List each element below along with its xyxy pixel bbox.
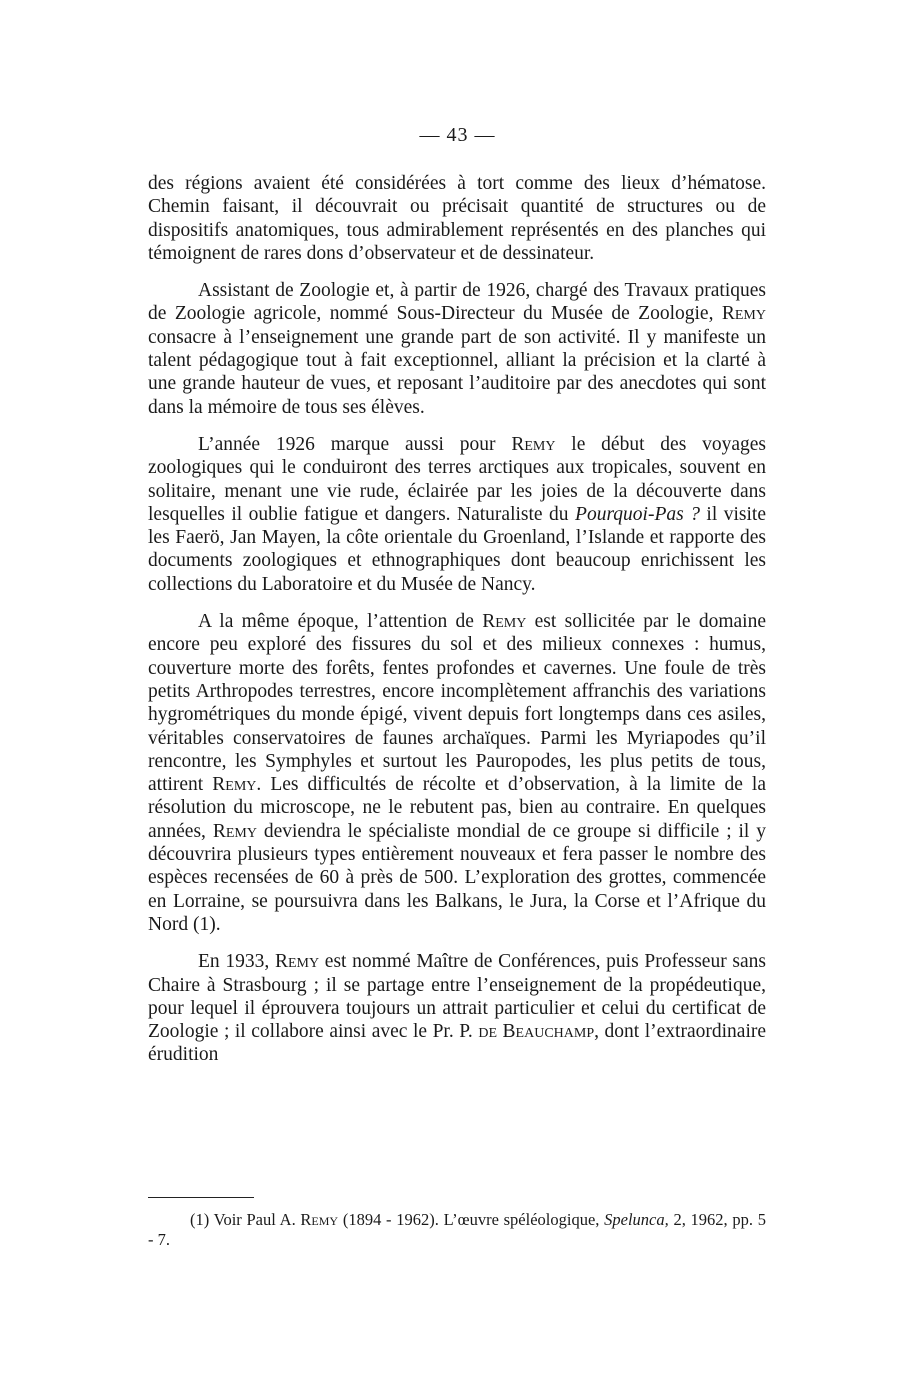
footnote (148, 1210, 766, 1250)
footnote-divider (148, 1197, 254, 1198)
text-run: deviendra le spécialiste mondial de ce groupe si difficile ; il y découvrira plusieurs types entièrement nouveaux et fera passer le nombre des espèces recensées de 60 à près de 500. L’exploration des grottes, commencée en Lorraine, se poursuivra dans les Balkans, le Jura, la Corse et l’Afrique du Nord (1). (148, 820, 766, 935)
text-run: Assistant de Zoologie et, à partir de 1926, chargé des Travaux pratiques de Zoologie agricole, nommé Sous-Directeur du Musée de Zoologie, (148, 280, 766, 325)
text-run: 2, 1962, pp. 5 - 7. (148, 1210, 767, 1249)
ship-name: Pourquoi-Pas ? (575, 503, 700, 525)
paragraph (148, 610, 766, 936)
author-name: Remy (274, 951, 320, 973)
text-run: est sollicitée par le domaine encore peu exploré des fissures du sol et des milieux connexes : humus, couverture morte des forêts, fentes profondes et cavernes. Une foule de très petits Arthropodes terrestres, encore incomplètement affranchis des variations hygrométriques du monde épigé, vivent depuis fort longtemps dans ces asiles, véritables conservatoires de faunes archaïques. Parmi les Myriapodes qu’il rencontre, les Symphyles et surtout les Pauropodes, les plus petits de tous, attirent (148, 611, 767, 796)
text-run: il visite les Faerö, Jan Mayen, la côte orientale du Groenland, l’Islande et rapporte des documents zoologiques et ethnographiques dont beaucoup enrichissent les collections du Laboratoire et du Musée de Nancy. (148, 503, 766, 595)
author-name: Remy (212, 774, 257, 796)
author-name: Remy (511, 433, 556, 455)
text-run: (1) Voir Paul A. (190, 1210, 301, 1229)
text-run: A la même époque, l’attention de (198, 611, 483, 633)
paragraph (148, 279, 766, 419)
journal-name: Spelunca, (604, 1210, 669, 1229)
paragraph (148, 950, 766, 1066)
colleague-name: de Beauchamp (478, 1021, 595, 1043)
text-run: est nommé Maître de Conférences, puis Professeur sans Chaire à Strasbourg ; il se partage entre l’enseignement de la propédeutique, pour lequel il éprouvera toujours un attrait particulier et celui du certificat de Zoologie ; il collabore ainsi avec le Pr. P. (148, 951, 766, 1043)
text-run: des régions avaient été considérées à tort comme des lieux d’hématose. Chemin faisant, il découvrait ou précisait quantité de structures ou de dispositifs anatomiques, tous admirablement représentés en des planches qui témoignent de rares dons d’observateur et de dessinateur. (148, 173, 766, 264)
text-run: , dont l’extraordinaire érudition (148, 1021, 767, 1066)
text-run: L’année 1926 marque aussi pour (198, 433, 512, 455)
text-run: . Les difficultés de récolte et d’observation, à la limite de la résolution du microscope, ne le rebutent pas, bien au contraire. En quelques années, (148, 774, 766, 842)
body-text (148, 172, 766, 1081)
text-run: consacre à l’enseignement une grande part de son activité. Il y manifeste un talent pédagogique tout à fait exceptionnel, alliant la précision et la clarté à une grande hauteur de vues, et reposant l’auditoire par des anecdotes qui sont dans la mémoire de tous ses élèves. (148, 326, 766, 418)
author-name: Remy (482, 611, 527, 633)
text-run: (1894 - 1962). L’œuvre spéléologique, (338, 1210, 605, 1229)
paragraph (148, 172, 766, 265)
author-name: Remy (300, 1210, 339, 1229)
paragraph (148, 433, 766, 596)
text-run: le début des voyages zoologiques qui le conduiront des terres arctiques aux tropicales, souvent en solitaire, menant une vie rude, éclairée par les joies de la découverte dans lesquelles il oublie fatigue et dangers. Naturaliste du (148, 433, 766, 525)
author-name: Remy (721, 303, 766, 325)
text-run: En 1933, (198, 951, 275, 973)
author-name: Remy (212, 820, 257, 842)
page-number: — 43 — (419, 124, 496, 146)
